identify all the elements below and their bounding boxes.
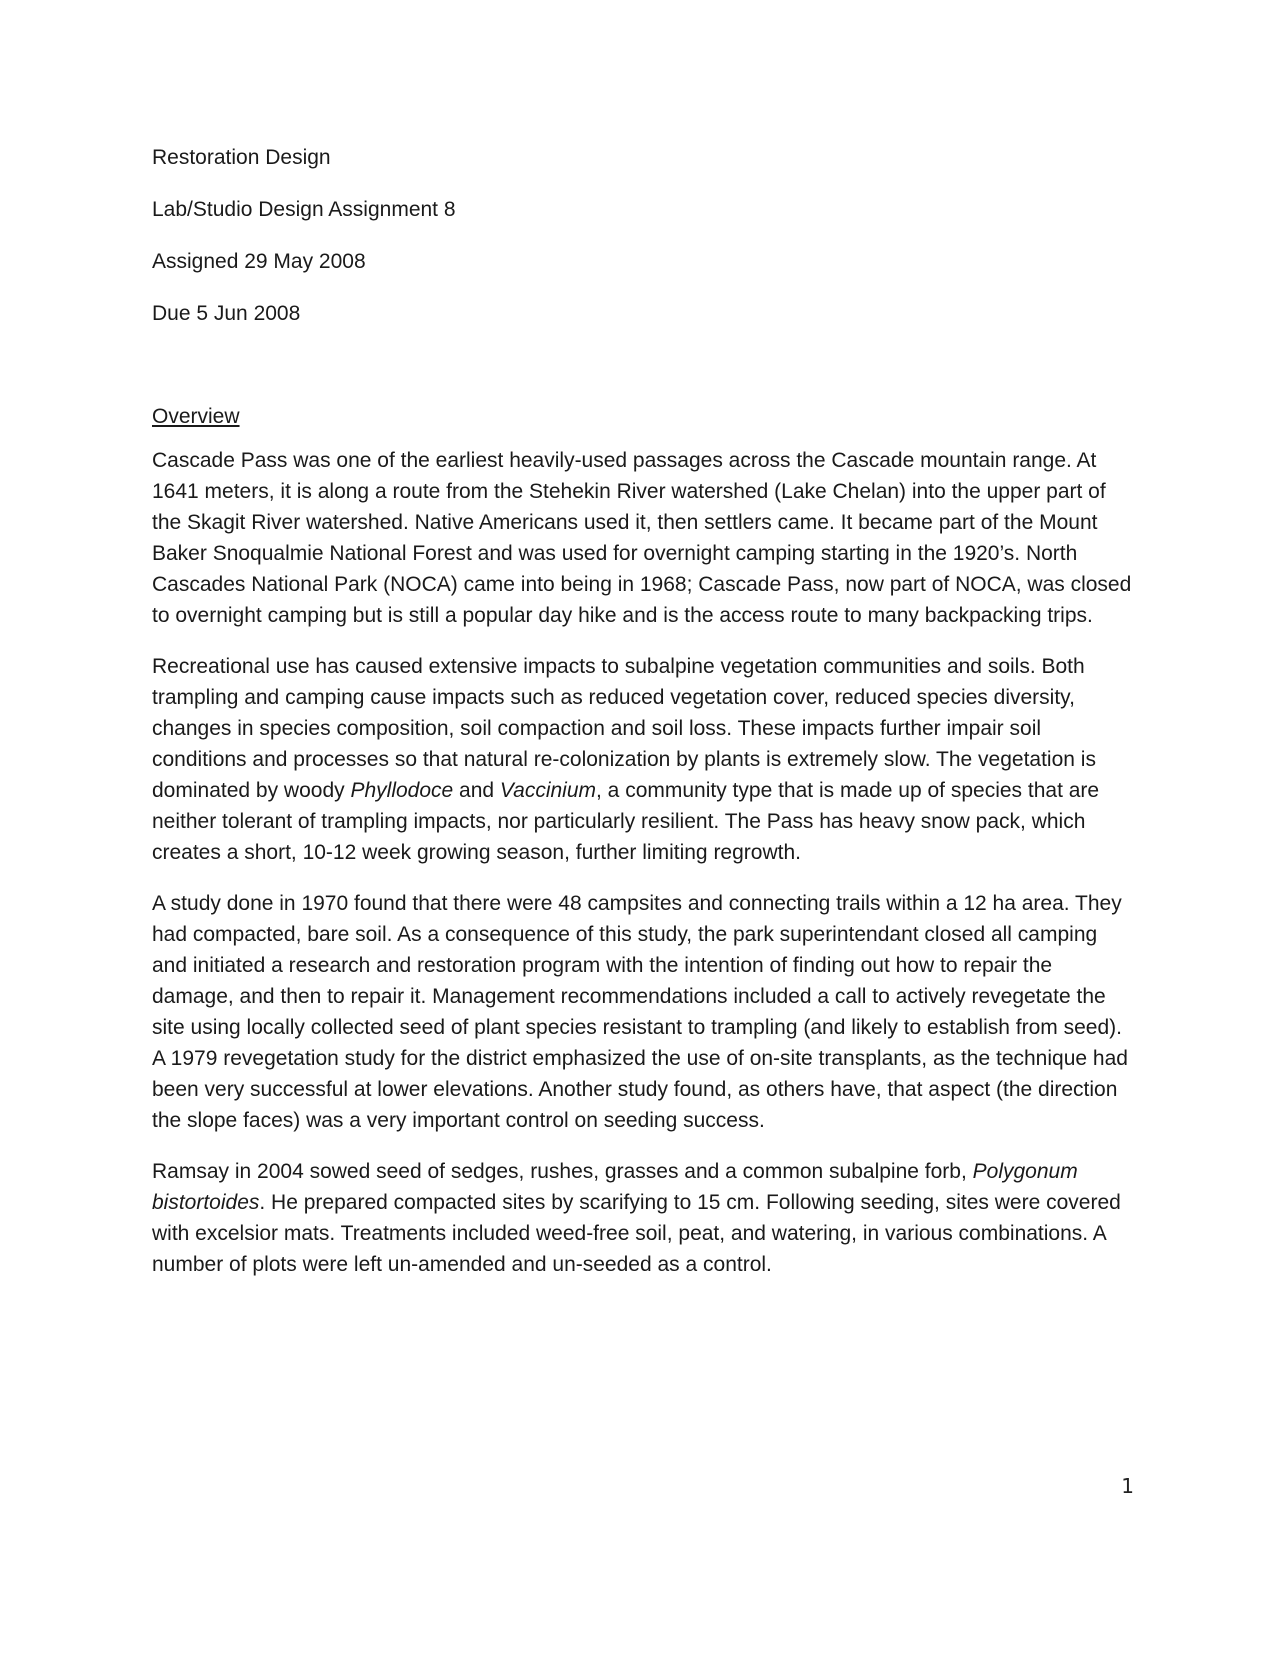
page-number: 1 — [1121, 1474, 1134, 1498]
overview-paragraph-1: Cascade Pass was one of the earliest heavily-used passages across the Cascade mountain range. At 1641 meters, it is along a route from the Stehekin River watershed (Lake Chelan) into the upper part of the Skagit River watershed. Native Americans used it, then settlers came. It became part of the Mount Baker Snoqualmie National Forest and was used for overnight camping starting in the 1920’s. North Cascades National Park (NOCA) came into being in 1968; Cascade Pass, now part of NOCA, was closed to overnight camping but is still a popular day hike and is the access route to many backpacking trips. — [152, 449, 1132, 627]
paragraph-2-text-a: Recreational use has caused extensive impacts to subalpine vegetation communities and soils. Both trampling and camping cause impacts such as reduced vegetation cover, reduced species diversity, changes in species composition, soil compaction and soil loss. These impacts further impair soil conditions and processes so that natural re-colonization by plants is extremely slow. The vegetation is dominated by woody — [152, 655, 1096, 802]
species-polygonum: Polygonum bistortoides — [152, 1160, 1078, 1214]
overview-paragraph-2 — [152, 651, 1137, 868]
assignment-title: Lab/Studio Design Assignment 8 — [152, 198, 456, 221]
due-date: Due 5 Jun 2008 — [152, 302, 301, 325]
assigned-date: Assigned 29 May 2008 — [152, 250, 366, 273]
paragraph-2-text-c: , a community type that is made up of species that are neither tolerant of trampling impacts, nor particularly resilient. The Pass has heavy snow pack, which creates a short, 10-12 week growing season, further limiting regrowth. — [152, 779, 1100, 864]
paragraph-4-text-a: Ramsay in 2004 sowed seed of sedges, rushes, grasses and a common subalpine forb, — [152, 1160, 973, 1183]
overview-paragraph-4 — [152, 1156, 1137, 1280]
document-page — [152, 142, 1137, 1300]
paragraph-4-text-b: . He prepared compacted sites by scarifying to 15 cm. Following seeding, sites were covered with excelsior mats. Treatments included weed-free soil, peat, and watering, in various combinations. A number of plots were left un-amended and un-seeded as a control. — [152, 1191, 1121, 1276]
genus-vaccinium: Vaccinium — [499, 779, 597, 802]
course-title: Restoration Design — [152, 146, 331, 169]
overview-paragraph-3: A study done in 1970 found that there were 48 campsites and connecting trails within a 12 ha area. They had compacted, bare soil. As a consequence of this study, the park superintendant closed all camping and initiated a research and restoration program with the intention of finding out how to repair the damage, and then to repair it. Management recommendations included a call to actively revegetate the site using locally collected seed of plant species resistant to trampling (and likely to establish from seed). A 1979 revegetation study for the district emphasized the use of on-site transplants, as the technique had been very successful at lower elevations. Another study found, as others have, that aspect (the direction the slope faces) was a very important control on seeding success. — [152, 892, 1128, 1132]
genus-phyllodoce: Phyllodoce — [350, 779, 454, 802]
overview-heading: Overview — [152, 405, 240, 428]
paragraph-2-text-b: and — [453, 779, 500, 802]
